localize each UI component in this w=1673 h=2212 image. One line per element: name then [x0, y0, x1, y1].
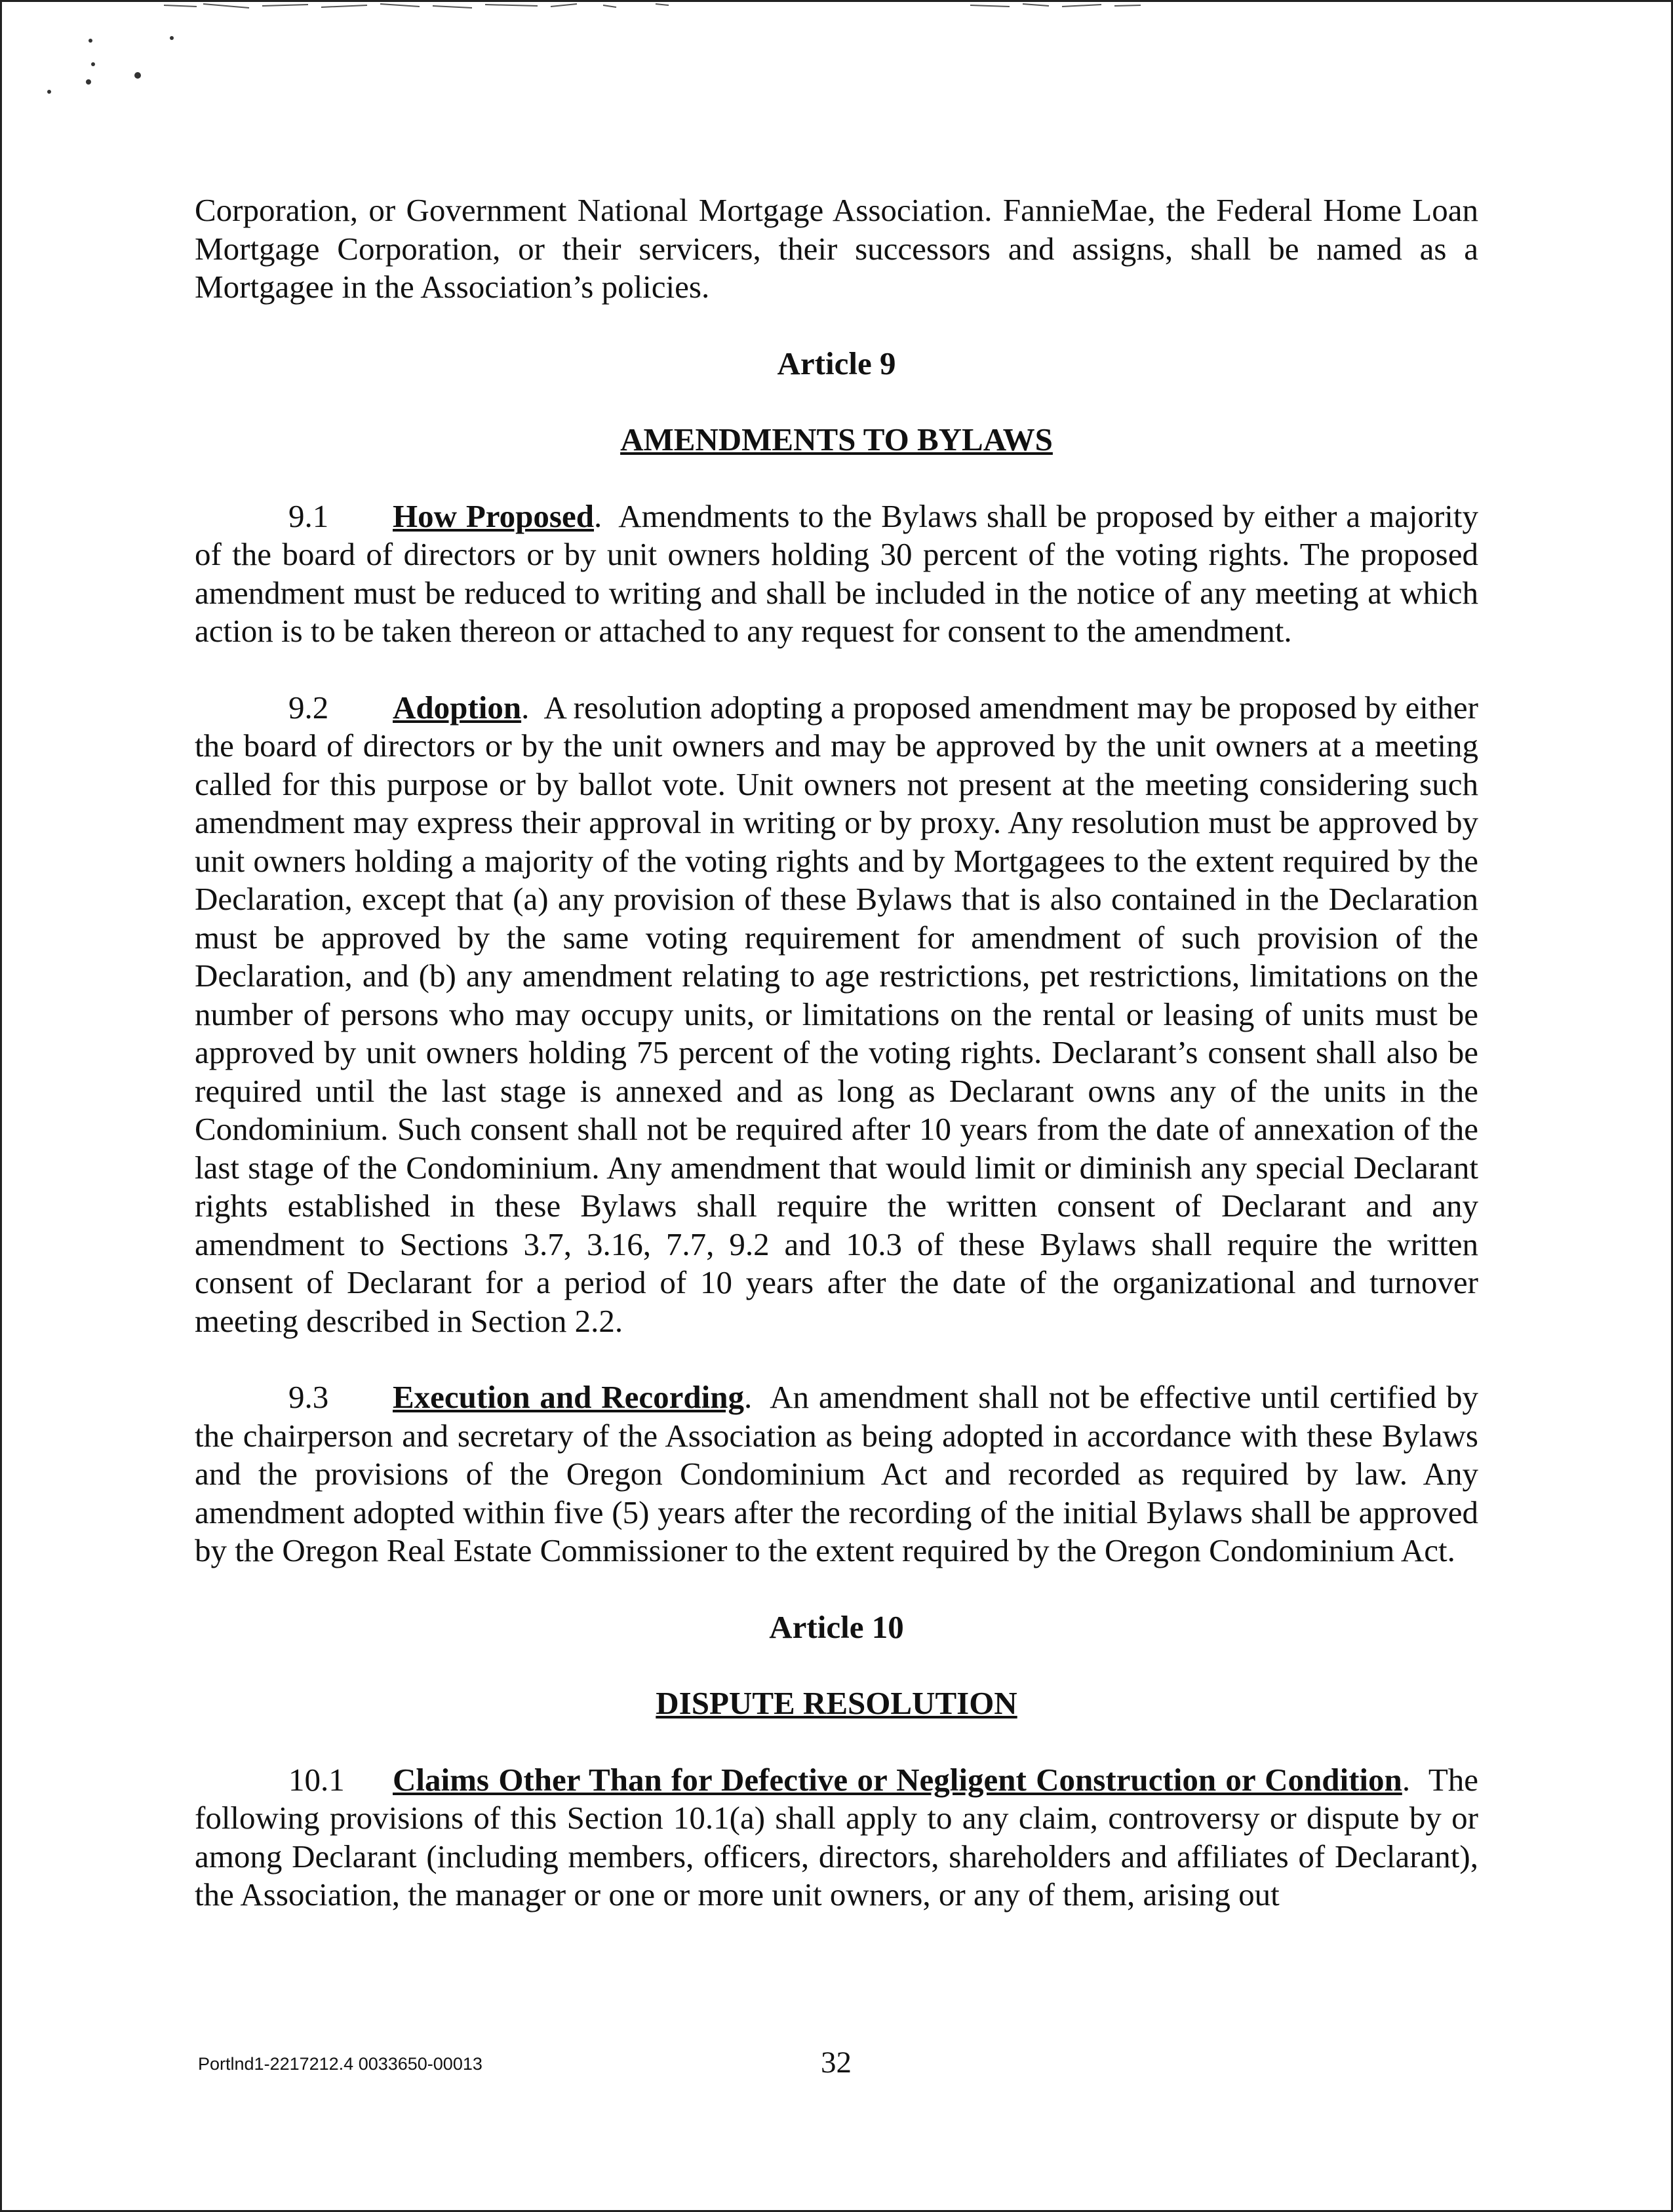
document-id: Portlnd1-2217212.4 0033650-00013	[198, 2054, 482, 2074]
section-text: The following provisions of this Section 10.1(a) shall apply to any claim, controversy or dispute by or among Declarant (including members, officers, directors, shareholders and affiliates of Declarant), the Association, the manager or one or more unit owners, or any of them, arising out	[195, 1761, 1478, 1912]
section-text: A resolution adopting a proposed amendment may be proposed by either the board of directors or by the unit owners and may be approved by the unit owners at a meeting called for this purpose or by ballot vote. Unit owners not present at the meeting considering such amendment may express their approval in writing or by proxy. Any resolution must be approved by unit owners holding a majority of the voting rights and by Mortgagees to the extent required by the Declaration, except that (a) any provision of these Bylaws that is also contained in the Declaration must be approved by the same voting requirement for amendment of such provision of the Declaration, and (b) any amendment relating to age restrictions, pet restrictions, limitations on the number of persons who may occupy units, or limitations on the rental or leasing of units must be approved by unit owners holding 75 percent of the voting rights. Declarant’s consent shall also be required until the last stage is annexed and as long as Declarant owns any of the units in the Condominium. Such consent shall not be required after 10 years from the date of annexation of the last stage of the Condominium. Any amendment that would limit or diminish any special Declarant rights established in these Bylaws shall require the written consent of Declarant and any amendment to Sections 3.7, 3.16, 7.7, 9.2 and 10.3 of these Bylaws shall require the written consent of Declarant for a period of 10 years after the date of the organizational and turnover meeting described in Section 2.2.	[195, 689, 1478, 1339]
article-10-heading: DISPUTE RESOLUTION	[656, 1685, 1017, 1721]
section-number: 9.1	[288, 497, 329, 534]
section-text: An amendment shall not be effective until certified by the chairperson and secretary of the Association as being adopted in accordance with these Bylaws and the provisions of the Oregon Condominium Act and recorded as required by law. Any amendment adopted within five (5) years after the recording of the initial Bylaws shall be approved by the Oregon Real Estate Commissioner to the extent required by the Oregon Condominium Act.	[195, 1379, 1478, 1568]
section-10-1: 10.1 Claims Other Than for Defective or Negligent Construction or Condition. The following provisions of this Section 10.1(a) shall apply to any claim, controversy or dispute by or among Declarant (including members, officers, directors, shareholders and affiliates of Declarant), the Association, the manager or one or more unit owners, or any of them, arising out	[195, 1761, 1478, 1912]
article-9-title: Article 9	[777, 345, 896, 381]
scan-artifacts	[0, 0, 1673, 131]
article-9-heading: AMENDMENTS TO BYLAWS	[620, 421, 1053, 457]
section-9-3: 9.3 Execution and Recording. An amendment shall not be effective until certified by the chairperson and secretary of the Association as being adopted in accordance with these Bylaws and the provisions of the Oregon Condominium Act and recorded as required by law. Any amendment adopted within five (5) years after the recording of the initial Bylaws shall be approved by the Oregon Real Estate Commissioner to the extent required by the Oregon Condominium Act.	[195, 1379, 1478, 1568]
page-number: 32	[821, 2046, 852, 2080]
page-footer	[198, 2045, 1476, 2084]
section-title: How Proposed	[393, 497, 594, 534]
section-text: Amendments to the Bylaws shall be proposed by either a majority of the board of directors or by unit owners holding 30 percent of the voting rights. The proposed amendment must be reduced to writing and shall be included in the notice of any meeting at which action is to be taken thereon or attached to any request for consent to the amendment.	[195, 497, 1479, 649]
section-9-1: 9.1 How Proposed. Amendments to the Bylaws shall be proposed by either a majority of the board of directors or by unit owners holding 30 percent of the voting rights. The proposed amendment must be reduced to writing and shall be included in the notice of any meeting at which action is to be taken thereon or attached to any request for consent to the amendment.	[195, 497, 1479, 649]
intro-paragraph: Corporation, or Government National Mortgage Association. FannieMae, the Federal Home Loan Mortgage Corporation, or their servicers, their successors and assigns, shall be named as a Mortgagee in the Association’s policies.	[195, 192, 1478, 305]
section-number: 10.1	[288, 1761, 345, 1798]
section-9-2: 9.2 Adoption. A resolution adopting a proposed amendment may be proposed by either the board of directors or by the unit owners and may be approved by the unit owners at a meeting called for this purpose or by ballot vote. Unit owners not present at the meeting considering such amendment may express their approval in writing or by proxy. Any resolution must be approved by unit owners holding a majority of the voting rights and by Mortgagees to the extent required by the Declaration, except that (a) any provision of these Bylaws that is also contained in the Declaration must be approved by the same voting requirement for amendment of such provision of the Declaration, and (b) any amendment relating to age restrictions, pet restrictions, limitations on the number of persons who may occupy units, or limitations on the rental or leasing of units must be approved by unit owners holding 75 percent of the voting rights. Declarant’s consent shall also be required until the last stage is annexed and as long as Declarant owns any of the units in the Condominium. Such consent shall not be required after 10 years from the date of annexation of the last stage of the Condominium. Any amendment that would limit or diminish any special Declarant rights established in these Bylaws shall require the written consent of Declarant and any amendment to Sections 3.7, 3.16, 7.7, 9.2 and 10.3 of these Bylaws shall require the written consent of Declarant for a period of 10 years after the date of the organizational and turnover meeting described in Section 2.2.	[195, 689, 1478, 1339]
section-title: Adoption	[393, 689, 522, 726]
section-title: Claims Other Than for Defective or Negligent Construction or Condition	[393, 1761, 1402, 1798]
section-title: Execution and Recording	[393, 1379, 744, 1415]
section-number: 9.2	[288, 689, 329, 726]
document-body	[195, 191, 1478, 1914]
article-10-title: Article 10	[769, 1608, 904, 1645]
section-number: 9.3	[288, 1379, 329, 1415]
